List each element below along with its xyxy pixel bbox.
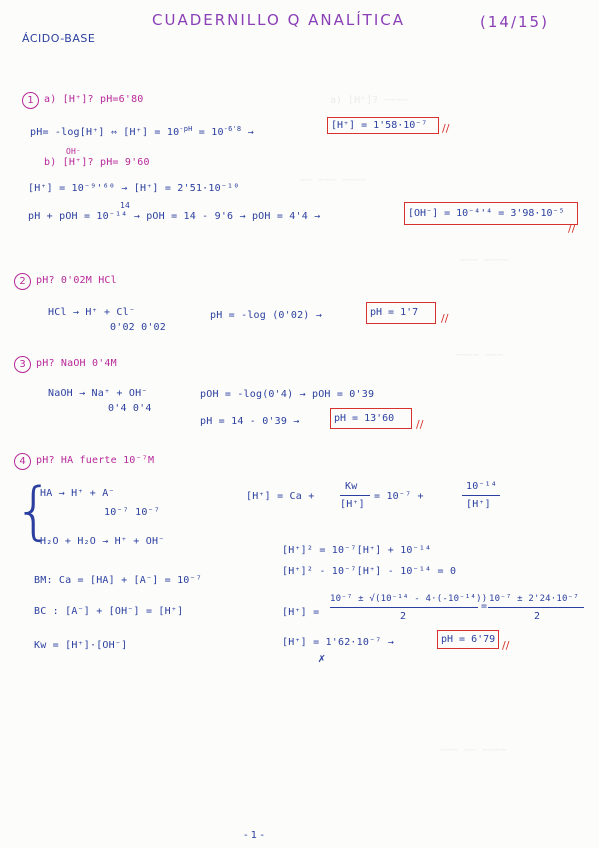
fraction-kw-numerator: Kw [345, 481, 358, 492]
answer-box-1a: [H⁺] = 1'58·10⁻⁷ [327, 117, 439, 134]
bleed-through-text: ~~~ ~~ ~~~~ [440, 745, 507, 756]
bleed-through-text: ~~ ~~~ ~~~~ [300, 175, 367, 186]
fraction-line [488, 607, 584, 608]
fraction-line [330, 607, 478, 608]
answer-mark: // [568, 222, 576, 235]
problem-1b-question: b) [H⁺]? pH= 9'60 [44, 157, 150, 168]
fraction-line [462, 495, 500, 496]
problem-1b-line2: pH + pOH = 10⁻¹⁴ → pOH = 14 - 9'6 → pOH = 4'4 → [28, 211, 321, 222]
problem-number-1: 1 [22, 92, 39, 109]
answer-box-2: pH = 1'7 [366, 302, 436, 324]
fraction-kw-denominator: [H⁺] [340, 499, 365, 510]
problem-number-2: 2 [14, 273, 31, 290]
page-number: - 1 - [244, 830, 264, 841]
problem-2-equation: HCl → H⁺ + Cl⁻ [48, 307, 136, 318]
problem-1a-formula: pH= -log[H⁺] ⇔ $[H^+] = 10^{-pH} = 10^{-6'8}$ → [30, 125, 254, 138]
problem-3-equation: NaOH → Na⁺ + OH⁻ [48, 388, 148, 399]
water-constant: Kw = [H⁺]·[OH⁻] [34, 640, 128, 651]
page-title: CUADERNILLO Q ANALÍTICA [152, 11, 405, 29]
fraction-line [340, 495, 370, 496]
quadratic-result: [H⁺] = 1'62·10⁻⁷ → [282, 637, 394, 648]
problem-3-calc1: pOH = -log(0'4) → pOH = 0'39 [200, 389, 375, 400]
problem-1b-line1: [H⁺] = 10⁻⁹'⁶⁰ → [H⁺] = 2'51·10⁻¹⁰ [28, 183, 240, 194]
answer-box-3: pH = 13'60 [330, 408, 412, 429]
quadratic-denominator: 2 [400, 611, 407, 622]
problem-2-question: pH? 0'02M HCl [36, 275, 117, 286]
answer-box-4: pH = 6'79 [437, 630, 499, 649]
answer-mark: // [441, 312, 449, 325]
problem-4-equation1: HA → H⁺ + A⁻ [40, 488, 115, 499]
problem-4-question: pH? HA fuerte 10⁻⁷M [36, 455, 155, 466]
answer-mark: // [442, 122, 450, 135]
problem-1b-note: OH⁻ [66, 147, 82, 156]
problem-number-4: 4 [14, 453, 31, 470]
discarded-root-mark: ✗ [318, 651, 326, 665]
problem-1b-note2: 14 [120, 201, 131, 210]
quadratic-numerator-2: 10⁻⁷ ± 2'24·10⁻⁷ [489, 594, 579, 604]
mass-balance: BM: Ca = [HA] + [A⁻] = 10⁻⁷ [34, 575, 202, 586]
system-brace: { [14, 474, 54, 547]
problem-1a-question: a) [H⁺]? pH=6'80 [44, 94, 144, 105]
charge-balance: BC : [A⁻] + [OH⁻] = [H⁺] [34, 606, 184, 617]
problem-4-concentrations: 10⁻⁷ 10⁻⁷ [104, 507, 160, 518]
fraction-14-numerator: 10⁻¹⁴ [466, 481, 498, 492]
problem-4-hplus-mid: = 10⁻⁷ + [374, 491, 424, 502]
bleed-through-text: a) [H⁺]? ~~~~ [330, 95, 409, 106]
quadratic-solution-left: [H⁺] = [282, 607, 320, 618]
problem-2-calc: pH = -log (0'02) → [210, 310, 322, 321]
bleed-through-text: ~~~~ ~~~ [455, 350, 504, 361]
problem-4-equation2: H₂O + H₂O → H⁺ + OH⁻ [40, 536, 165, 547]
topic-label: ÁCIDO-BASE [22, 32, 96, 45]
answer-box-1b: [OH⁻] = 10⁻⁴'⁴ = 3'98·10⁻⁵ [404, 202, 578, 225]
quadratic-line1: [H⁺]² = 10⁻⁷[H⁺] + 10⁻¹⁴ [282, 545, 432, 556]
problem-4-hplus-expression: [H⁺] = Ca + [246, 491, 315, 502]
problem-2-concentrations: 0'02 0'02 [110, 322, 166, 333]
page-year: (14/15) [480, 13, 549, 31]
quadratic-numerator: 10⁻⁷ ± √(10⁻¹⁴ - 4·(-10⁻¹⁴)) [330, 594, 488, 604]
quadratic-line2: [H⁺]² - 10⁻⁷[H⁺] - 10⁻¹⁴ = 0 [282, 566, 457, 577]
problem-3-question: pH? NaOH 0'4M [36, 358, 117, 369]
problem-3-calc2: pH = 14 - 0'39 → [200, 416, 300, 427]
answer-mark: // [502, 639, 510, 652]
quadratic-denominator-2: 2 [534, 611, 541, 622]
answer-mark: // [416, 418, 424, 431]
bleed-through-text: ~~~ ~~~~ [460, 255, 509, 266]
fraction-14-denominator: [H⁺] [466, 499, 491, 510]
problem-number-3: 3 [14, 356, 31, 373]
equals-sign: = [481, 601, 488, 612]
problem-3-concentrations: 0'4 0'4 [108, 403, 152, 414]
